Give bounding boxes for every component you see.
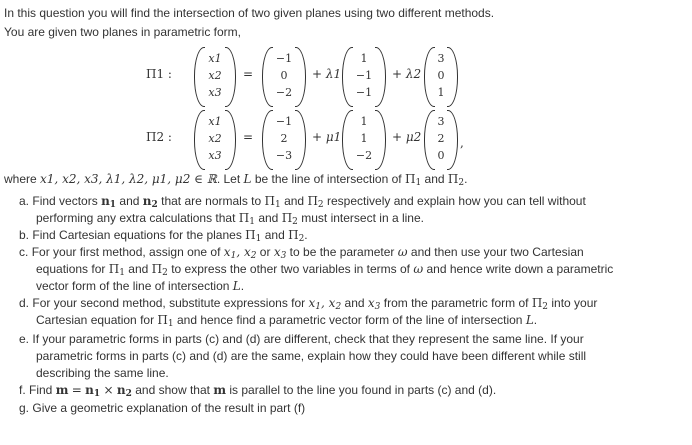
plane-1-lhs-vector [194, 47, 236, 105]
part-d: d. For your second method, substitute expressions for $x_1$, $x_2$ and $x_3$ from the parametric form of $\Pi_2$ into your [19, 296, 598, 312]
part-a: a. Find vectors $n_1$ and $n_2$ that are normals to $\Pi_1$ and $\Pi_2$ respectively and explain how you can tell without [19, 194, 586, 210]
vector-entry: 1 [360, 132, 368, 145]
plane-2-direction-1 [342, 110, 386, 168]
trailing-comma: , [460, 136, 464, 150]
vector-entry: 2 [280, 132, 288, 145]
vector-entry: x3 [208, 149, 222, 162]
part-d-continued: Cartesian equation for $\Pi_1$ and hence find a parametric vector form of the line of intersection L. [36, 313, 538, 329]
vector-entry: 1 [437, 86, 445, 99]
vector-entry: 2 [437, 132, 445, 145]
plane-2-param-1: + μ1 [312, 130, 342, 144]
vector-entry: 1 [360, 52, 368, 65]
plane-1-param-2: + λ2 [392, 67, 422, 81]
equals-sign: = [243, 130, 254, 144]
plane-1-param-1: + λ1 [312, 67, 342, 81]
plane-1-point-vector [262, 47, 306, 105]
equals-sign: = [243, 67, 254, 81]
intro-line-1: In this question you will find the intersection of two given planes using two different methods. [4, 6, 495, 20]
vector-entry: −2 [355, 149, 373, 162]
plane-2-label: Π2 : [146, 130, 172, 144]
part-c: c. For your first method, assign one of $x_1$, $x_2$ or $x_3$ to be the parameter ω and then use your two Cartesian [19, 245, 584, 261]
part-g: g. Give a geometric explanation of the result in part (f) [19, 401, 306, 415]
vector-entry: 3 [437, 115, 445, 128]
vector-entry: 0 [280, 69, 288, 82]
plane-2-point-vector [262, 110, 306, 168]
vector-entry: −3 [275, 149, 293, 162]
vector-entry: 3 [437, 52, 445, 65]
vector-entry: x1 [208, 52, 222, 65]
vector-entry: x2 [208, 132, 222, 145]
plane-2-direction-2 [424, 110, 458, 168]
vector-entry: x2 [208, 69, 222, 82]
part-c-continued-2: vector form of the line of intersection L. [36, 279, 245, 293]
part-e-continued-2: describing the same line. [36, 366, 169, 380]
plane-2-param-2: + μ2 [392, 130, 422, 144]
vector-entry: x3 [208, 86, 222, 99]
where-line: where x1, x2, x3, λ1, λ2, μ1, μ2 ∈ ℝ. Let L be the line of intersection of $\Pi_1$ and $\Pi_2$. [4, 172, 468, 188]
plane-1-direction-1 [342, 47, 386, 105]
vector-entry: −2 [275, 86, 293, 99]
part-e: e. If your parametric forms in parts (c) and (d) are different, check that they represent the same line. If your [19, 332, 584, 346]
vector-entry: 0 [437, 149, 445, 162]
plane-1-direction-2 [424, 47, 458, 105]
intro-line-2: You are given two planes in parametric form, [4, 25, 242, 39]
part-b: b. Find Cartesian equations for the planes $\Pi_1$ and $\Pi_2$. [19, 228, 308, 244]
part-c-continued-1: equations for $\Pi_1$ and $\Pi_2$ to express the other two variables in terms of ω and hence write down a parametric [36, 262, 614, 278]
part-f: f. Find $m = n_1 \times n_2$ and show that m is parallel to the line you found in parts (c) and (d). [19, 383, 497, 399]
vector-entry: x1 [208, 115, 222, 128]
vector-entry: −1 [355, 86, 373, 99]
part-e-continued-1: parametric forms in parts (c) and (d) are the same, explain how they could have been different while still [36, 349, 587, 363]
vector-entry: 0 [437, 69, 445, 82]
vector-entry: −1 [355, 69, 373, 82]
plane-2-lhs-vector [194, 110, 236, 168]
vector-entry: 1 [360, 115, 368, 128]
part-a-continued: performing any extra calculations that $\Pi_1$ and $\Pi_2$ must intersect in a line. [36, 211, 424, 227]
vector-entry: −1 [275, 52, 293, 65]
vector-entry: −1 [275, 115, 293, 128]
plane-1-label: Π1 : [146, 67, 172, 81]
